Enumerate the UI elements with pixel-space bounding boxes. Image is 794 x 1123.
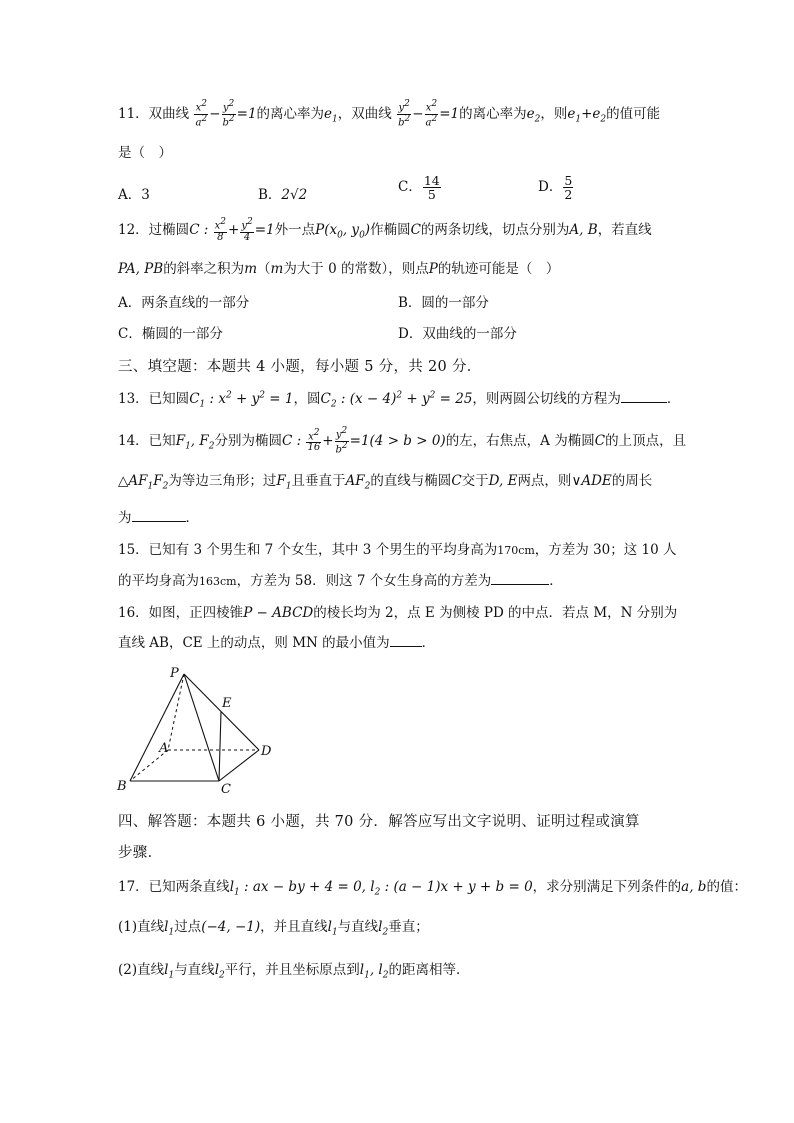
- q11-line1: 11．双曲线 $\frac{x^2}{a^2}$ − $\frac{y^2}{b^2}$ =1的离心率为$e_1$，双曲线 $\frac{y^2}{b^2}$ − $\frac{x^2}{a^2}$ =1的离心率为$e_2$，则$e_1+e_2$的值可能: [118, 99, 661, 129]
- q12-option-a: A．两条直线的一部分: [118, 295, 250, 311]
- q16-line2: 直线 AB，CE 上的动点，则 MN 的最小值为 ．: [118, 635, 436, 651]
- q17-line1: 17．已知两条直线$l_1$ : ax − by + 4 = 0, $l_2$ : (a − 1)x + y + b = 0，求分别满足下列条件的a, b的值：: [118, 879, 747, 898]
- q17-part1: (1)直线$l_1$过点(−4, −1)，并且直线$l_1$与直线$l_2$垂直；: [118, 919, 429, 938]
- q12-option-d: D．双曲线的一部分: [398, 326, 517, 342]
- label-c: C: [221, 782, 231, 797]
- answer-blank: [491, 572, 549, 585]
- label-d: D: [261, 744, 272, 759]
- segment-ce: [219, 712, 221, 781]
- edge-pb: [130, 674, 184, 781]
- fraction: $\frac{x^2}{a^2}$: [195, 99, 208, 129]
- edge-pd: [184, 674, 259, 750]
- q12-line2: PA, PB的斜率之积为m（m为大于 0 的常数），则点P的轨迹可能是（ ）: [118, 261, 560, 277]
- fraction: $\frac{y^2}{b^2}$: [222, 99, 235, 129]
- pyramid-figure: [110, 660, 290, 800]
- label-b: B: [117, 779, 127, 794]
- fraction: $\frac{y^2}{4}$: [241, 217, 253, 243]
- q14-line2: $\triangle AF_1F_2$为等边三角形；过$F_1$且垂直于$AF_2$的直线与椭圆C交于D, E两点，则∨ADE的周长: [118, 473, 653, 492]
- edge-cd: [219, 750, 259, 781]
- q15-line1: 15．已知有 3 个男生和 7 个女生，其中 3 个男生的平均身高为170cm，方差为 30；这 10 人: [118, 542, 677, 558]
- q11-line2: 是（ ）: [118, 145, 172, 161]
- q15-line2: 的平均身高为163cm，方差为 58．则这 7 个女生身高的方差为 ．: [118, 573, 563, 589]
- section-3-heading: 三、填空题：本题共 4 小题，每小题 5 分，共 20 分．: [118, 359, 482, 375]
- label-a: A: [159, 741, 169, 756]
- q12-option-b: B．圆的一部分: [398, 295, 489, 311]
- section-4-heading-line2: 步骤．: [118, 845, 163, 861]
- fraction: $\frac{y^2}{b^2}$: [335, 426, 348, 456]
- answer-blank: [621, 390, 667, 403]
- q16-line1: 16．如图，正四棱锥P − ABCD的棱长均为 2，点 E 为侧棱 PD 的中点．若点 M，N 分别为: [118, 605, 678, 621]
- q13-line: 13．已知圆$C_1$ : $x^2 + y^2 = 1$，圆$C_2$ : $(x - 4)^2 + y^2 = 25$，则两圆公切线的方程为 ．: [118, 390, 681, 410]
- fraction: $\frac{y^2}{b^2}$: [398, 99, 411, 129]
- q11-option-c: C． $\frac{14}{5}$: [398, 173, 440, 203]
- edge-pa-hidden: [168, 674, 184, 750]
- section-4-heading-line1: 四、解答题：本题共 6 小题，共 70 分．解答应写出文字说明、证明过程或演算: [118, 814, 640, 830]
- fraction: $\frac{x^2}{16}$: [307, 427, 321, 454]
- q14-line3: 为 ．: [118, 510, 199, 526]
- label-p: P: [170, 666, 179, 681]
- q12-option-c: C．椭圆的一部分: [118, 326, 223, 342]
- q11-option-d: D． $\frac{5}{2}$: [538, 173, 573, 203]
- fraction: $\frac{x^2}{8}$: [214, 217, 227, 243]
- edge-pc: [184, 674, 219, 781]
- q12-line1: 12．过椭圆C : $\frac{x^2}{8}$ + $\frac{y^2}{4}$ =1外一点$P(x_0$, $y_0$)作椭圆C的两条切线，切点分别为A, B，若直线: [118, 217, 652, 243]
- label-e: E: [222, 696, 232, 711]
- answer-blank: [132, 509, 186, 522]
- q11-option-b: B．2√2: [258, 187, 308, 203]
- q11-option-a: A．3: [118, 187, 150, 203]
- fraction: $\frac{x^2}{a^2}$: [425, 99, 438, 129]
- q14-line1: 14．已知$F_1$, $F_2$分别为椭圆C : $\frac{x^2}{16}$ + $\frac{y^2}{b^2}$ =1(4 > b > 0)的左，右焦点，A 为椭圆C的上顶点，且: [118, 426, 687, 456]
- q17-part2: (2)直线$l_1$与直线$l_2$平行，并且坐标原点到$l_1$, $l_2$的距离相等．: [118, 962, 470, 981]
- answer-blank: [390, 634, 422, 647]
